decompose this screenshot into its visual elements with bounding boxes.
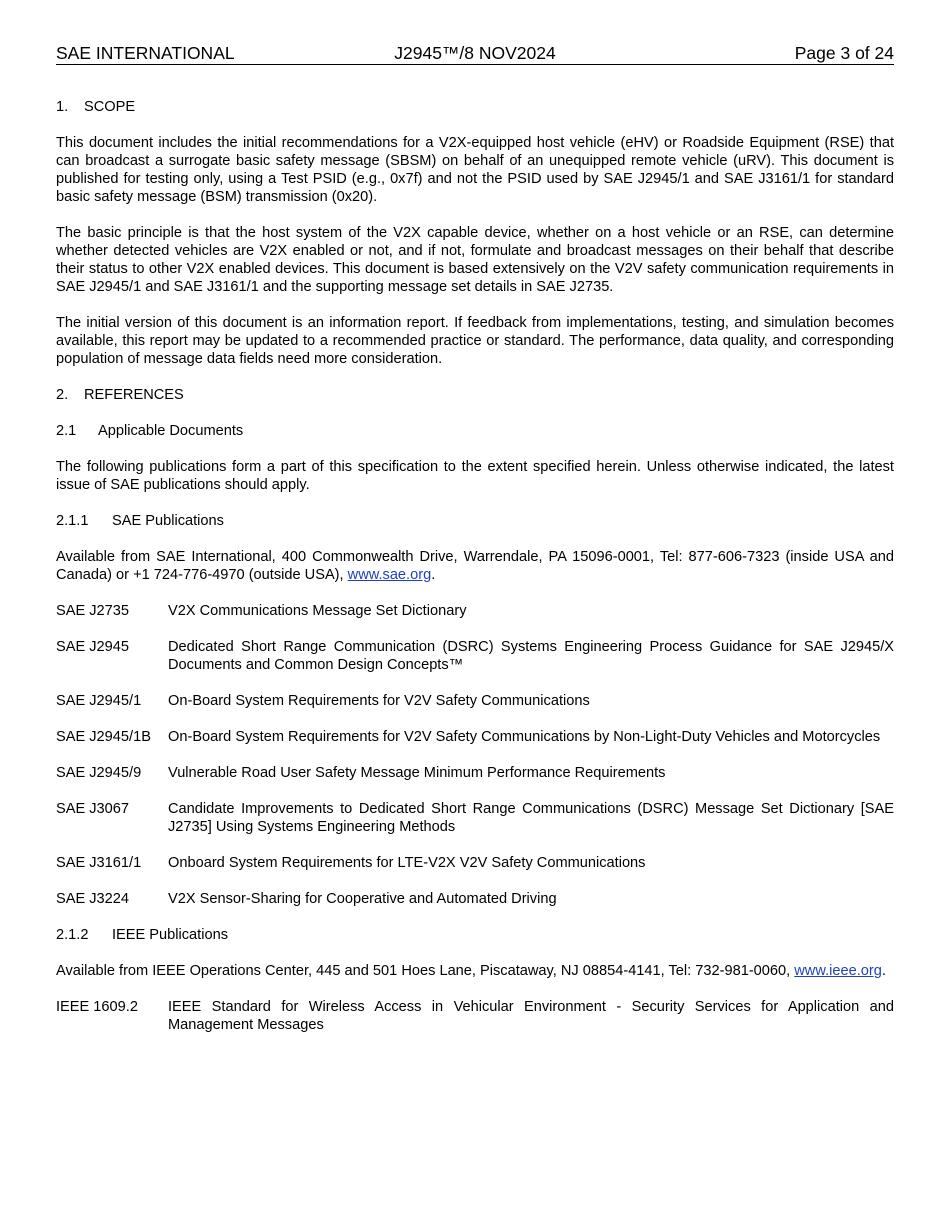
reference-title: Dedicated Short Range Communication (DSRC) Systems Engineering Process Guidance for SAE J2945/X Documents and Common Design Concepts™: [168, 639, 894, 673]
subsection-heading-sae-publications: [56, 512, 894, 530]
reference-entry: [56, 602, 894, 620]
reference-entry: [56, 764, 894, 782]
subsection-number: 2.1.1: [56, 513, 89, 529]
reference-entry: [56, 854, 894, 872]
reference-title: Onboard System Requirements for LTE-V2X V2V Safety Communications: [168, 855, 646, 871]
reference-entry: [56, 800, 894, 836]
reference-entry: [56, 638, 894, 674]
document-body: [56, 98, 894, 1034]
reference-title: Candidate Improvements to Dedicated Short Range Communications (DSRC) Message Set Dictionary [SAE J2735] Using Systems Engineering Methods: [168, 801, 894, 835]
section-title: REFERENCES: [84, 387, 184, 403]
subsection-heading-applicable-documents: [56, 422, 894, 440]
reference-title: Vulnerable Road User Safety Message Minimum Performance Requirements: [168, 765, 666, 781]
reference-code: SAE J2945: [56, 639, 130, 655]
subsection-number: 2.1: [56, 423, 77, 439]
document-page: [56, 42, 894, 1052]
header-document-id: J2945™/8 NOV2024: [394, 43, 556, 63]
subsection-title: Applicable Documents: [98, 423, 244, 439]
section-heading-scope: [56, 98, 894, 116]
subsection-title: SAE Publications: [112, 513, 224, 529]
reference-code: SAE J3224: [56, 891, 130, 907]
section-heading-references: [56, 386, 894, 404]
reference-code: SAE J2735: [56, 603, 130, 619]
sentence-end: .: [881, 963, 886, 979]
page-header: [56, 42, 894, 65]
section-title: SCOPE: [84, 99, 136, 115]
reference-title: IEEE Standard for Wireless Access in Vehicular Environment - Security Services for Application and Management Messages: [168, 999, 894, 1033]
reference-code: SAE J2945/1B: [56, 729, 151, 745]
reference-code: SAE J3067: [56, 801, 130, 817]
subsection-number: 2.1.2: [56, 927, 89, 943]
subsection-heading-ieee-publications: [56, 926, 894, 944]
reference-title: On-Board System Requirements for V2V Safety Communications by Non-Light-Duty Vehicles and Motorcycles: [168, 729, 881, 745]
scope-paragraph-3: The initial version of this document is an information report. If feedback from implementations, testing, and simulation becomes available, this report may be updated to a recommended practice or standard. The performance, data quality, and corresponding population of message data fields need more consideration.: [56, 315, 894, 367]
reference-code: SAE J2945/9: [56, 765, 142, 781]
sae-availability-text: Available from SAE International, 400 Commonwealth Drive, Warrendale, PA 15096-0001, Tel: 877-606-7323 (inside USA and Canada) or +1 724-776-4970 (outside USA),: [56, 549, 894, 583]
ieee-availability-text: Available from IEEE Operations Center, 445 and 501 Hoes Lane, Piscataway, NJ 08854-4141, Tel: 732-981-0060,: [56, 963, 795, 979]
reference-title: V2X Sensor-Sharing for Cooperative and Automated Driving: [168, 891, 557, 907]
section-number: 2.: [56, 387, 69, 403]
subsection-title: IEEE Publications: [112, 927, 229, 943]
header-organization: SAE INTERNATIONAL: [56, 43, 235, 63]
scope-paragraph-1: This document includes the initial recommendations for a V2X-equipped host vehicle (eHV) or Roadside Equipment (RSE) that can broadcast a surrogate basic safety message (SBSM) on behalf of an unequipped remote vehicle (uRV). This document is published for testing only, using a Test PSID (e.g., 0x7f) and not the PSID used by SAE J2945/1 and SAE J3161/1 for standard basic safety message (BSM) transmission (0x20).: [56, 135, 894, 205]
reference-title: On-Board System Requirements for V2V Safety Communications: [168, 693, 590, 709]
sae-availability-paragraph: [56, 548, 894, 584]
reference-code: SAE J3161/1: [56, 855, 142, 871]
reference-code: SAE J2945/1: [56, 693, 142, 709]
reference-entry: [56, 728, 894, 746]
sentence-end: .: [431, 567, 436, 583]
section-number: 1.: [56, 99, 69, 115]
reference-entry: [56, 692, 894, 710]
reference-entry: [56, 998, 894, 1034]
reference-entry: [56, 890, 894, 908]
ieee-website-link[interactable]: www.ieee.org: [794, 963, 882, 979]
reference-code: IEEE 1609.2: [56, 999, 138, 1015]
reference-title: V2X Communications Message Set Dictionary: [168, 603, 467, 619]
applicable-documents-paragraph: The following publications form a part of this specification to the extent specified herein. Unless otherwise indicated, the latest issue of SAE publications should apply.: [56, 459, 894, 493]
ieee-availability-paragraph: [56, 962, 894, 980]
scope-paragraph-2: The basic principle is that the host system of the V2X capable device, whether on a host vehicle or an RSE, can determine whether detected vehicles are V2X enabled or not, and if not, formulate and broadcast messages on their behalf that describe their status to other V2X enabled devices. This document is based extensively on the V2V safety communication requirements in SAE J2945/1 and SAE J3161/1 and the supporting message set details in SAE J2735.: [56, 225, 894, 295]
header-page-number: Page 3 of 24: [794, 43, 894, 63]
sae-website-link[interactable]: www.sae.org: [347, 567, 432, 583]
